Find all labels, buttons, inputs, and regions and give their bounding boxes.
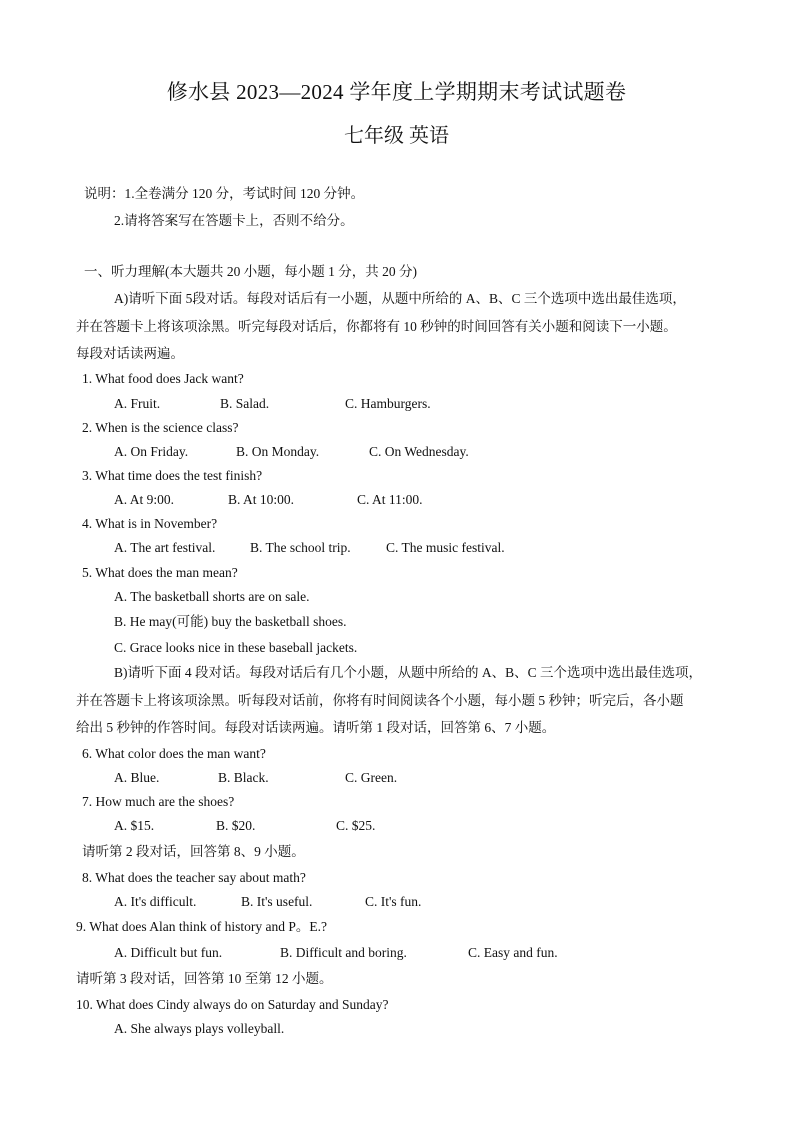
option-b: B. Salad. [220, 396, 270, 411]
option-c: C. $25. [336, 818, 376, 833]
question-stem: 8. What does the teacher say about math? [82, 870, 306, 885]
option-b: B. The school trip. [250, 540, 351, 555]
exam-subtitle: 七年级 英语 [344, 125, 449, 147]
part-a-line-3: 每段对话读两遍。 [76, 346, 184, 361]
question-stem: 2. When is the science class? [82, 420, 239, 435]
option-a: A. The basketball shorts are on sale. [114, 589, 310, 604]
question-stem: 9. What does Alan think of history and P。E.? [76, 919, 327, 934]
option-b: B. $20. [216, 818, 256, 833]
part-a-line-2: 并在答题卡上将该项涂黑。听完每段对话后，你都将有 10 秒钟的时间回答有关小题和阅读下一小题。 [76, 319, 677, 334]
option-c: C. It's fun. [365, 894, 422, 909]
option-a: A. $15. [114, 818, 155, 833]
question-stem: 6. What color does the man want? [82, 746, 266, 761]
option-c: C. Green. [345, 770, 398, 785]
option-c: C. On Wednesday. [369, 444, 469, 459]
exam-title: 修水县 2023—2024 学年度上学期期末考试试题卷 [166, 80, 627, 104]
instruction-line-1: 说明：1.全卷满分 120 分，考试时间 120 分钟。 [84, 186, 365, 201]
option-c: C. Easy and fun. [468, 945, 558, 960]
question-stem: 4. What is in November? [82, 516, 218, 531]
option-a: A. Difficult but fun. [114, 945, 223, 960]
instruction-line-2: 2.请将答案写在答题卡上，否则不给分。 [114, 213, 354, 228]
option-b: B. At 10:00. [228, 492, 295, 507]
option-b: B. Difficult and boring. [280, 945, 407, 960]
part-b-line-1: B)请听下面 4 段对话。每段对话后有几个小题，从题中所给的 A、B、C 三个选项中选出最佳选项， [114, 665, 703, 680]
part-b-line-3: 给出 5 秒钟的作答时间。每段对话读两遍。请听第 1 段对话，回答第 6、7 小题。 [76, 720, 556, 735]
question-stem: 5. What does the man mean? [82, 565, 238, 580]
option-a: A. At 9:00. [114, 492, 175, 507]
question-stem: 1. What food does Jack want? [82, 371, 244, 386]
option-c: C. The music festival. [386, 540, 505, 555]
dialog-3-note: 请听第 3 段对话，回答第 10 至第 12 小题。 [76, 971, 333, 986]
dialog-2-note: 请听第 2 段对话，回答第 8、9 小题。 [82, 844, 305, 859]
option-c: C. Grace looks nice in these baseball jackets. [114, 640, 358, 655]
option-b: B. Black. [218, 770, 269, 785]
option-c: C. At 11:00. [357, 492, 423, 507]
option-a: A. Fruit. [114, 396, 161, 411]
option-b: B. He may(可能) buy the basketball shoes. [114, 614, 347, 629]
part-a-line-1: A)请听下面 5段对话。每段对话后有一小题，从题中所给的 A、B、C 三个选项中选出最佳选项， [114, 291, 686, 306]
question-stem: 7. How much are the shoes? [82, 794, 235, 809]
question-stem: 10. What does Cindy always do on Saturday and Sunday? [76, 997, 389, 1012]
section-heading: 一、听力理解(本大题共 20 小题，每小题 1 分，共 20 分) [84, 264, 417, 279]
option-b: B. It's useful. [241, 894, 313, 909]
option-a: A. On Friday. [114, 444, 189, 459]
option-c: C. Hamburgers. [345, 396, 431, 411]
question-stem: 3. What time does the test finish? [82, 468, 263, 483]
option-b: B. On Monday. [236, 444, 320, 459]
option-a: A. It's difficult. [114, 894, 197, 909]
option-a: A. The art festival. [114, 540, 216, 555]
option-a: A. Blue. [114, 770, 160, 785]
option-a: A. She always plays volleyball. [114, 1021, 285, 1036]
part-b-line-2: 并在答题卡上将该项涂黑。听每段对话前，你将有时间阅读各个小题，每小题 5 秒钟；听完后，各小题 [76, 693, 684, 708]
